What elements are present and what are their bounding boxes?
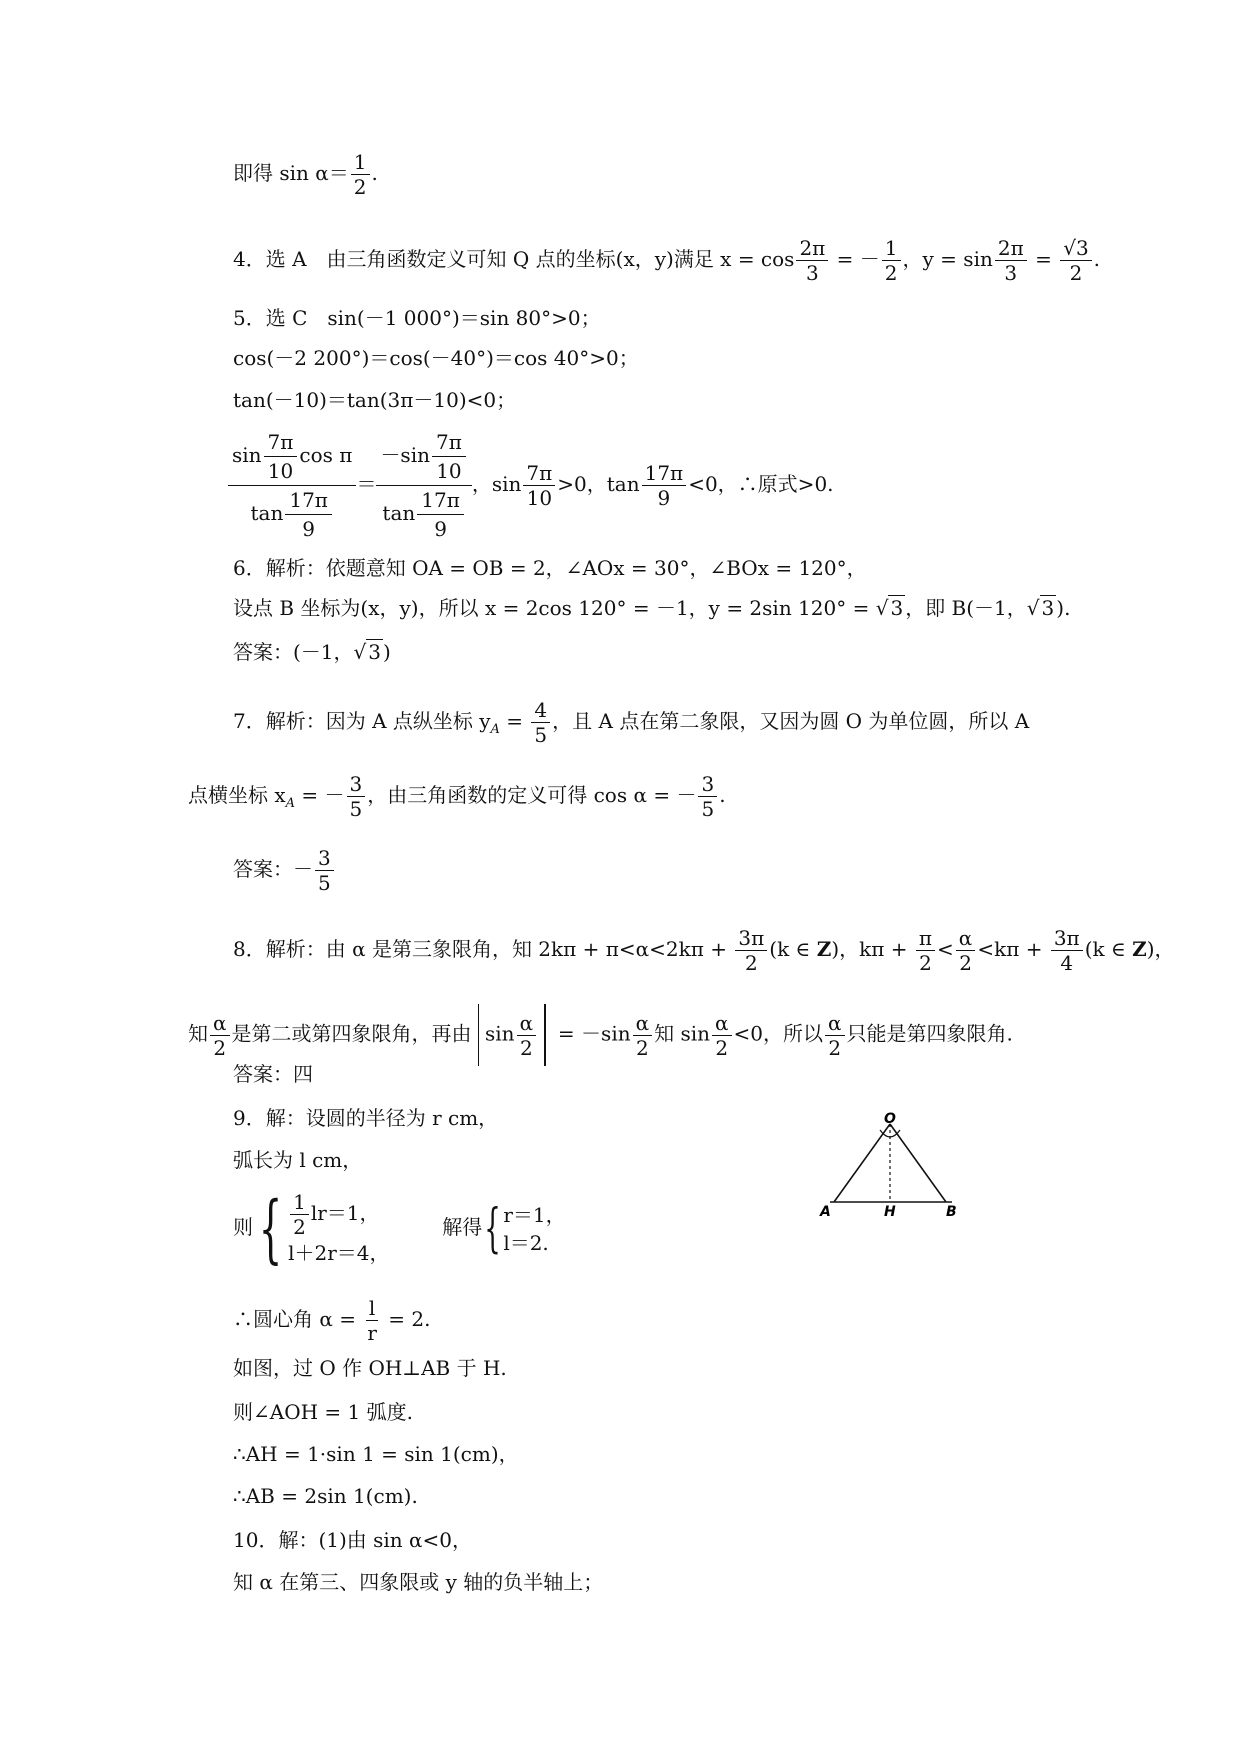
answer-7-line2: 点横坐标 $x_A$ = － $\frac{3}{5}$ ，由三角函数的定义可得 cos α = － $\frac{3}{5}$ . (188, 772, 726, 821)
answer-9-system: 则{ $\frac{1}{2}$ lr＝1， l＋2r＝4， 解得{ r＝1， l＝2. (233, 1185, 566, 1272)
left-brace: { (258, 1185, 283, 1272)
answer-9-line8: ∴AB = 2sin 1(cm). (233, 1484, 418, 1508)
label-H: H (884, 1204, 896, 1220)
fraction: $\frac{2\pi}{3}$ (796, 236, 828, 285)
big-fraction: －sin $\frac{7\pi}{10}$ tan $\frac{17\pi}{9}$ (376, 430, 471, 541)
label-B: B (946, 1204, 957, 1220)
answer-10-line1: 10．解：(1)由 sin α<0， (233, 1528, 473, 1552)
answer-6-line1: 6．解析：依题意知 OA = OB = 2，∠AOx = 30°，∠BOx = 120°， (233, 556, 867, 580)
answer-6-answer: 答案：(－1，√ 3 ) (233, 640, 391, 664)
answer-5-line2: cos(－2 200°)＝cos(－40°)＝cos 40°>0； (233, 346, 639, 370)
left-brace: { (484, 1198, 502, 1259)
fraction: $\frac{7\pi}{10}$ (523, 461, 555, 510)
label-A: A (820, 1204, 831, 1220)
answer-7-answer: 答案：－ $\frac{3}{5}$ (233, 846, 336, 895)
big-fraction: sin $\frac{7\pi}{10}$ cos π tan $\frac{17\pi}{9}$ (228, 430, 356, 541)
fraction: $\frac{2\pi}{3}$ (995, 236, 1027, 285)
answer-8-line2: 知 $\frac{\alpha}{2}$ 是第二或第四象限角，再由 sin $\frac{\alpha}{2}$ = －sin $\frac{\alpha}{2}$ 知 sin $\frac{\alpha}{2}$ <0，所以 $\frac{\alpha}{2}$ 只能是第四象限角. (188, 1004, 1013, 1066)
answer-8-line1: 8．解析：由 α 是第三象限角，知 2kπ + π<α<2kπ + $\frac{3\pi}{2}$ (k ∈ Z)，kπ + $\frac{\pi}{2}$ < $\frac{\alpha}{2}$ <kπ + $\frac{3\pi}{4}$ (k ∈ Z)， (233, 926, 1175, 975)
side-OB (890, 1124, 946, 1202)
answer-9-line1: 9．解：设圆的半径为 r cm， (233, 1106, 499, 1130)
answer-9-line2: 弧长为 l cm， (233, 1148, 363, 1172)
fraction: $\frac{17\pi}{9}$ (642, 461, 687, 510)
result-line-sin-alpha: 即得 sin α＝ $\frac{1}{2}$ . (233, 150, 378, 199)
label-O: O (884, 1111, 896, 1127)
answer-10-line2: 知 α 在第三、四象限或 y 轴的负半轴上； (233, 1570, 604, 1594)
abs-bar-right (544, 1004, 546, 1066)
answer-5-line3: tan(－10)＝tan(3π－10)<0； (233, 388, 517, 412)
fraction: $\frac{√3}{2}$ (1060, 236, 1091, 285)
fraction: $\frac{1}{2}$ (882, 236, 901, 285)
answer-7-line1: 7．解析：因为 A 点纵坐标 $y_A$ = $\frac{4}{5}$ ，且 A 点在第二象限，又因为圆 O 为单位圆，所以 A (233, 698, 1030, 747)
answer-5-line1: 5．选 C sin(－1 000°)＝sin 80°>0； (233, 306, 601, 330)
answer-6-line2: 设点 B 坐标为(x，y)，所以 x = 2cos 120° = －1，y = 2sin 120° = √ 3 ，即 B(－1，√ 3 ). (233, 596, 1071, 620)
fraction: $\frac{1}{2}$ (351, 150, 370, 199)
abs-bar-left (478, 1004, 480, 1066)
answer-9-line7: ∴AH = 1·sin 1 = sin 1(cm)， (233, 1442, 519, 1466)
side-OA (834, 1124, 890, 1202)
answer-5-line4: sin $\frac{7\pi}{10}$ cos π tan $\frac{17\pi}{9}$ ＝ －sin $\frac{7\pi}{10}$ tan $\frac{17\pi}{9}$ ，sin $\frac{7\pi}{10}$ >0，tan $\frac{17\pi}{9}$ <0，∴原式>0. (228, 430, 834, 541)
answer-9-central-angle: ∴圆心角 α = $\frac{l}{r}$ = 2. (233, 1296, 431, 1345)
answer-8-answer: 答案：四 (233, 1062, 313, 1086)
answer-9-line5: 如图，过 O 作 OH⊥AB 于 H. (233, 1356, 507, 1380)
triangle-figure (818, 1110, 968, 1220)
answer-4: 4．选 A 由三角函数定义可知 Q 点的坐标(x，y)满足 x = cos $\frac{2\pi}{3}$ = － $\frac{1}{2}$ ，y = sin $\frac{2\pi}{3}$ = $\frac{√3}{2}$ . (233, 236, 1101, 285)
answer-9-line6: 则∠AOH = 1 弧度. (233, 1400, 413, 1424)
